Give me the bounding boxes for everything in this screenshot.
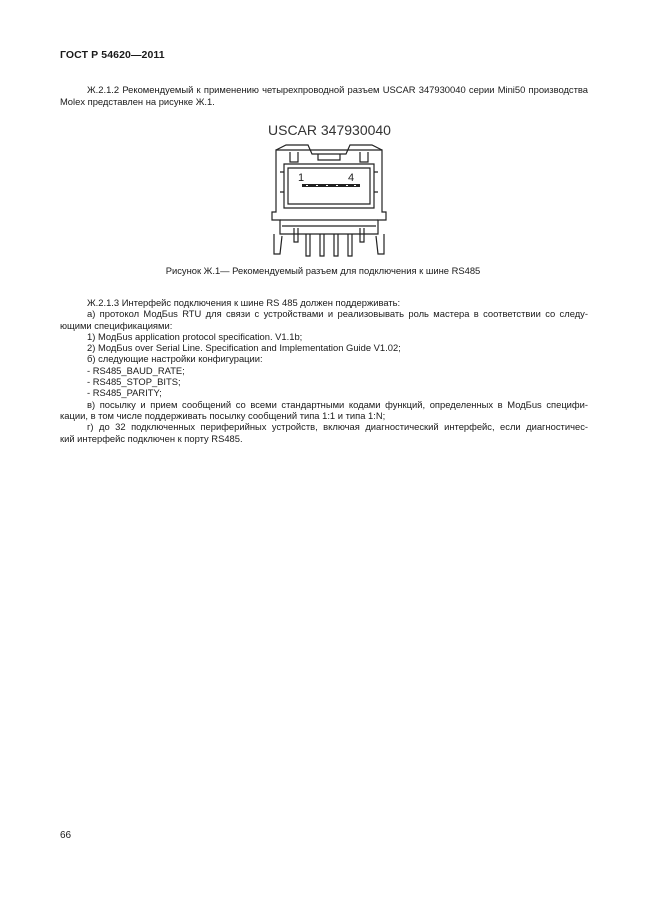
section-line: г) до 32 подключенных периферийных устройств, включая диагностический интерфейс, если диагностичес-	[87, 421, 588, 433]
section-body	[60, 297, 588, 444]
intro-paragraph: Ж.2.1.2 Рекомендуемый к применению четырехпроводной разъем USCAR 347930040 серии Mini50 производства Molex представлен на рисунке Ж.1.	[60, 84, 588, 107]
section-line: - RS485_PARITY;	[87, 387, 162, 399]
section-line: Ж.2.1.3 Интерфейс подключения к шине RS 485 должен поддерживать:	[87, 297, 401, 308]
contact-row	[302, 184, 360, 187]
document-header: ГОСТ Р 54620—2011	[60, 49, 165, 61]
section-line: ющими спецификациями:	[60, 319, 173, 331]
section-line: - RS485_STOP_BITS;	[87, 376, 181, 388]
connector-drawing	[268, 142, 390, 257]
section-line: - RS485_BAUD_RATE;	[87, 364, 185, 376]
section-line: в) посылку и прием сообщений со всеми стандартными кодами функций, определенных в МодБus специфи-	[87, 398, 588, 410]
section-line: 2) МодБus over Serial Line. Specification and Implementation Guide V1.02;	[87, 342, 401, 354]
connector-figure	[262, 122, 397, 257]
figure-title: USCAR 347930040	[268, 122, 391, 138]
pin-4-label: 4	[348, 172, 355, 184]
section-line: б) следующие настройки конфигурации:	[87, 353, 263, 365]
pin-1-label: 1	[298, 172, 305, 184]
section-line: кации, в том числе поддерживать посылку сообщений типа 1:1 и типа 1:N;	[60, 409, 386, 421]
section-line: 1) МодБus application protocol specification. V1.1b;	[87, 330, 303, 342]
section-line: кий интерфейс подключен к порту RS485.	[60, 432, 243, 444]
section-line: а) протокол МодБus RTU для связи с устройствами и реализовывать роль мастера в соответствии со следу-	[87, 308, 588, 320]
page-number: 66	[60, 830, 72, 841]
figure-caption: Рисунок Ж.1— Рекомендуемый разъем для подключения к шине RS485	[165, 265, 481, 276]
